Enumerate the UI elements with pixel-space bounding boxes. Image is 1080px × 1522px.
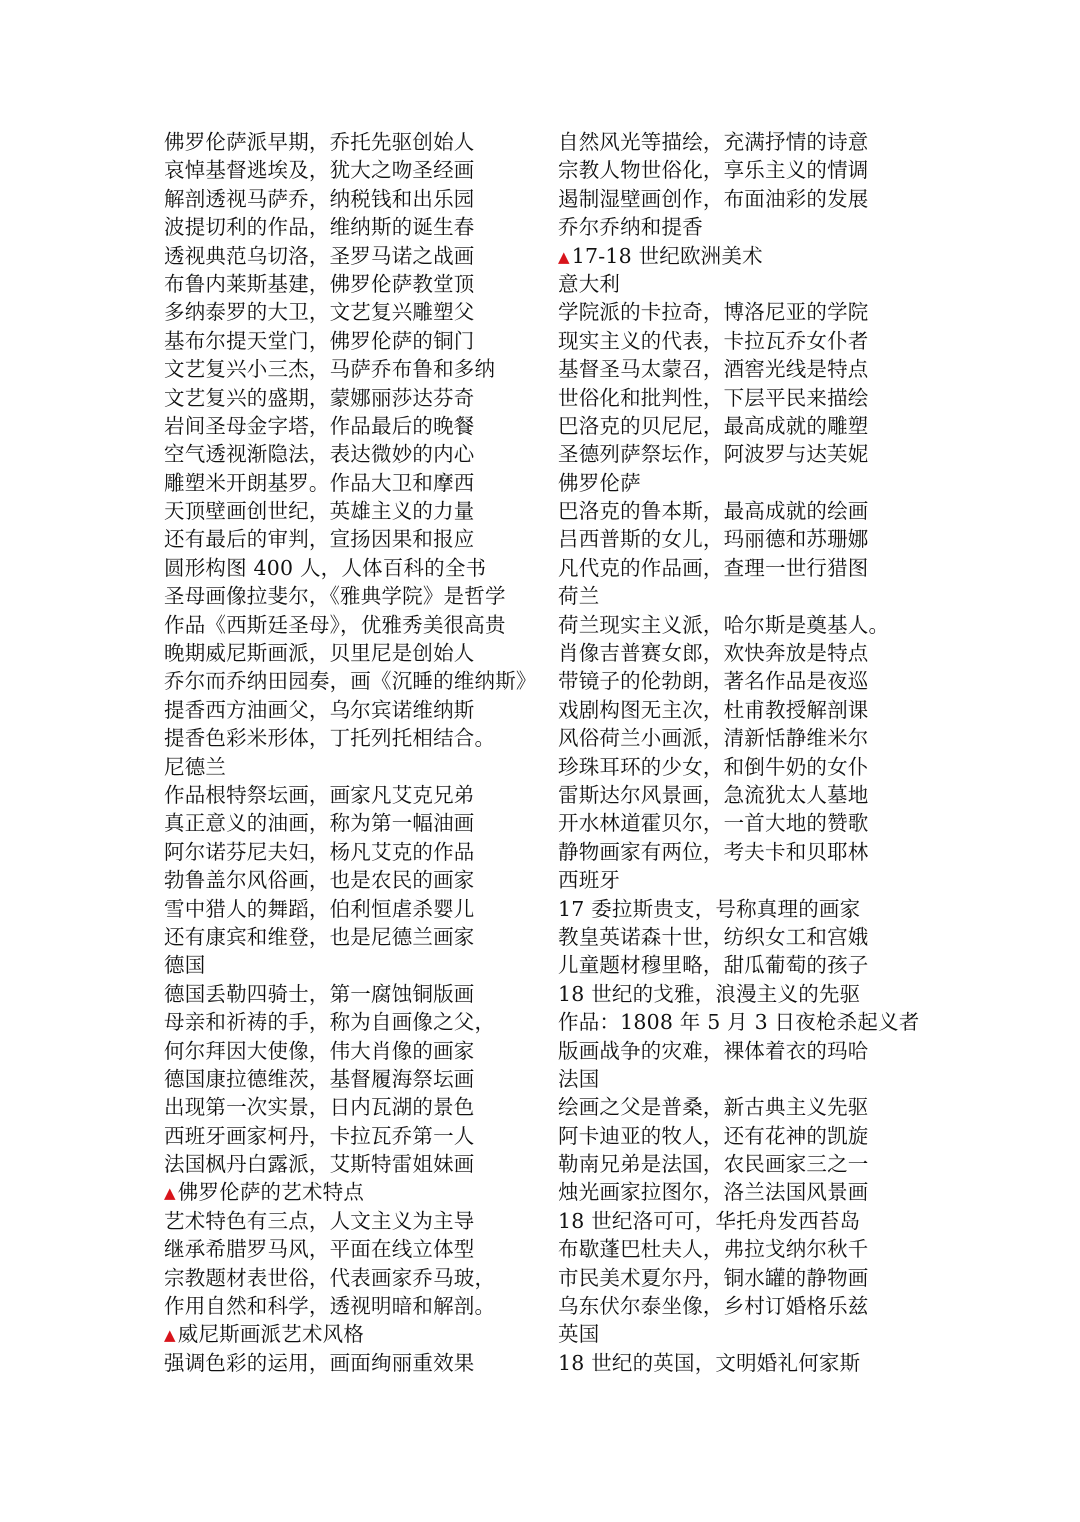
line-text: 作品《西斯廷圣母》，优雅秀美很高贵	[164, 612, 506, 637]
text-line	[558, 156, 918, 184]
text-line	[558, 525, 918, 553]
line-text: 威尼斯画派艺术风格	[177, 1322, 365, 1347]
section-heading	[558, 242, 918, 270]
line-text: 雪中猎人的舞蹈，伯利恒虐杀婴儿	[164, 896, 475, 921]
text-line	[558, 1235, 918, 1263]
line-text: 佛罗伦萨派早期，乔托先驱创始人	[164, 130, 475, 154]
line-text: 儿童题材穆里略，甜瓜葡萄的孩子	[558, 953, 869, 978]
text-line	[558, 980, 918, 1008]
line-text: 作品根特祭坛画，画家凡艾克兄弟	[164, 782, 475, 807]
line-text: 布歇蓬巴杜夫人，弗拉戈纳尔秋千	[558, 1237, 869, 1262]
text-line	[558, 753, 918, 781]
line-text: 还有最后的审判，宣扬因果和报应	[164, 527, 475, 552]
line-text: 佛罗伦萨的艺术特点	[177, 1180, 365, 1205]
text-line	[558, 497, 918, 525]
text-line	[558, 809, 918, 837]
text-line	[558, 270, 918, 298]
text-line	[558, 1178, 918, 1206]
text-line	[164, 724, 534, 752]
text-line	[558, 1349, 918, 1377]
line-text: 尼德兰	[164, 754, 227, 779]
line-text: 空气透视渐隐法，表达微妙的内心	[164, 442, 475, 467]
line-text: 乔尔乔纳和提香	[558, 215, 703, 240]
text-line	[164, 213, 534, 241]
line-text: 巴洛克的鲁本斯，最高成就的绘画	[558, 499, 869, 524]
line-text: 文艺复兴小三杰，马萨乔布鲁和多纳	[164, 357, 496, 382]
line-text: 岩间圣母金字塔，作品最后的晚餐	[164, 413, 475, 438]
line-text: 作品：1808 年 5 月 3 日夜枪杀起义者	[558, 1010, 920, 1035]
line-text: 静物画家有两位，考夫卡和贝耶林	[558, 839, 869, 864]
line-text: 圆形构图 400 人，人体百科的全书	[164, 555, 487, 580]
text-line	[164, 355, 534, 383]
text-line	[558, 128, 918, 156]
line-text: 多纳泰罗的大卫，文艺复兴雕塑父	[164, 300, 475, 325]
line-text: 西班牙画家柯丹，卡拉瓦乔第一人	[164, 1123, 475, 1148]
line-text: 雷斯达尔风景画，急流犹太人墓地	[558, 782, 869, 807]
line-text: 宗教人物世俗化，享乐主义的情调	[558, 158, 869, 183]
line-text: 还有康宾和维登，也是尼德兰画家	[164, 924, 475, 949]
text-line	[558, 384, 918, 412]
line-text: 佛罗伦萨	[558, 470, 641, 495]
line-text: 基督圣马太蒙召，酒窖光线是特点	[558, 357, 869, 382]
line-text: 凡代克的作品画，查理一世行猎图	[558, 555, 869, 580]
line-text: 荷兰	[558, 584, 600, 609]
line-text: 德国康拉德维茨，基督履海祭坛画	[164, 1066, 475, 1091]
section-heading	[164, 1320, 534, 1348]
line-text: 作用自然和科学，透视明暗和解剖。	[164, 1294, 496, 1319]
triangle-marker-icon: ▲	[164, 1184, 176, 1203]
text-line	[558, 1093, 918, 1121]
text-line	[558, 1320, 918, 1348]
left-column	[164, 128, 537, 1377]
text-line	[558, 696, 918, 724]
line-text: 18 世纪的英国，文明婚礼何家斯	[558, 1350, 861, 1375]
text-line	[164, 667, 537, 695]
text-line	[558, 781, 918, 809]
line-text: 带镜子的伦勃朗，著名作品是夜巡	[558, 669, 869, 694]
line-text: 圣德列萨祭坛作，阿波罗与达芙妮	[558, 442, 869, 467]
line-text: 乌东伏尔泰坐像，乡村订婚格乐兹	[558, 1294, 869, 1319]
text-line	[164, 1235, 534, 1263]
text-line	[164, 781, 534, 809]
text-line	[164, 696, 534, 724]
line-text: 绘画之父是普桑，新古典主义先驱	[558, 1095, 869, 1120]
text-line	[558, 1150, 918, 1178]
text-line	[164, 582, 534, 610]
line-text: 晚期威尼斯画派，贝里尼是创始人	[164, 641, 475, 666]
line-text: 勃鲁盖尔风俗画，也是农民的画家	[164, 868, 475, 893]
text-line	[164, 809, 534, 837]
line-text: 出现第一次实景，日内瓦湖的景色	[164, 1095, 475, 1120]
text-line	[558, 866, 918, 894]
line-text: 真正意义的油画，称为第一幅油画	[164, 811, 475, 836]
line-text: 乔尔而乔纳田园奏，画《沉睡的维纳斯》	[164, 669, 537, 694]
line-text: 版画战争的灾难，裸体着衣的玛哈	[558, 1038, 869, 1063]
text-line	[164, 1207, 534, 1235]
triangle-marker-icon: ▲	[164, 1326, 176, 1345]
text-line	[164, 497, 534, 525]
line-text: 17 委拉斯贵支，号称真理的画家	[558, 896, 861, 921]
text-line	[164, 270, 534, 298]
text-line	[558, 951, 918, 979]
text-line	[558, 1292, 918, 1320]
line-text: 宗教题材表世俗，代表画家乔马玻，	[164, 1265, 496, 1290]
text-line	[558, 355, 918, 383]
text-line	[164, 923, 534, 951]
line-text: 开水林道霍贝尔，一首大地的赞歌	[558, 811, 869, 836]
line-text: 文艺复兴的盛期，蒙娜丽莎达芬奇	[164, 385, 475, 410]
line-text: 德国丢勒四骑士，第一腐蚀铜版画	[164, 981, 475, 1006]
line-text: 意大利	[558, 271, 621, 296]
text-line	[164, 1008, 534, 1036]
line-text: 学院派的卡拉奇，博洛尼亚的学院	[558, 300, 869, 325]
text-line	[558, 440, 918, 468]
text-line	[164, 554, 534, 582]
line-text: 18 世纪洛可可，华托舟发西苔岛	[558, 1208, 861, 1233]
line-text: 荷兰现实主义派，哈尔斯是奠基人。	[558, 612, 890, 637]
line-text: 戏剧构图无主次，杜甫教授解剖课	[558, 697, 869, 722]
line-text: 何尔拜因大使像，伟大肖像的画家	[164, 1038, 475, 1063]
text-line	[164, 1349, 534, 1377]
line-text: 透视典范乌切洛，圣罗马诺之战画	[164, 243, 475, 268]
line-text: 阿卡迪亚的牧人，还有花神的凯旋	[558, 1123, 869, 1148]
text-line	[558, 1037, 918, 1065]
line-text: 哀悼基督逃埃及，犹大之吻圣经画	[164, 158, 475, 183]
line-text: 布鲁内莱斯基建，佛罗伦萨教堂顶	[164, 271, 475, 296]
text-line	[164, 440, 534, 468]
line-text: 提香西方油画父，乌尔宾诺维纳斯	[164, 697, 475, 722]
line-text: 提香色彩米形体，丁托列托相结合。	[164, 726, 496, 751]
text-line	[164, 639, 534, 667]
text-line	[164, 1037, 534, 1065]
right-column	[558, 128, 918, 1377]
triangle-marker-icon: ▲	[558, 247, 570, 266]
line-text: 遏制湿壁画创作，布面油彩的发展	[558, 186, 869, 211]
text-line	[164, 611, 534, 639]
text-line	[164, 866, 534, 894]
text-line	[164, 469, 534, 497]
text-line	[164, 185, 534, 213]
text-line	[558, 185, 918, 213]
text-line	[164, 412, 534, 440]
line-text: 艺术特色有三点，人文主义为主导	[164, 1208, 475, 1233]
line-text: 勒南兄弟是法国，农民画家三之一	[558, 1152, 869, 1177]
line-text: 教皇英诺森十世，纺织女工和宫娥	[558, 924, 869, 949]
text-line	[558, 1008, 918, 1036]
text-line	[164, 895, 534, 923]
text-line	[164, 1122, 534, 1150]
line-text: 自然风光等描绘，充满抒情的诗意	[558, 130, 869, 154]
text-line	[164, 298, 534, 326]
text-line	[164, 838, 534, 866]
text-line	[558, 838, 918, 866]
line-text: 阿尔诺芬尼夫妇，杨凡艾克的作品	[164, 839, 475, 864]
text-line	[164, 156, 534, 184]
text-line	[164, 242, 534, 270]
text-line	[558, 1065, 918, 1093]
text-line	[164, 128, 534, 156]
line-text: 法国	[558, 1066, 600, 1091]
line-text: 法国枫丹白露派，艾斯特雷姐妹画	[164, 1152, 475, 1177]
text-line	[558, 923, 918, 951]
line-text: 吕西普斯的女儿，玛丽德和苏珊娜	[558, 527, 869, 552]
text-line	[558, 412, 918, 440]
line-text: 西班牙	[558, 868, 621, 893]
text-line	[558, 1264, 918, 1292]
text-line	[164, 1292, 534, 1320]
text-line	[558, 639, 918, 667]
text-line	[558, 1207, 918, 1235]
text-line	[558, 611, 918, 639]
line-text: 基布尔提天堂门，佛罗伦萨的铜门	[164, 328, 475, 353]
line-text: 市民美术夏尔丹，铜水罐的静物画	[558, 1265, 869, 1290]
line-text: 继承希腊罗马风，平面在线立体型	[164, 1237, 475, 1262]
text-line	[558, 582, 918, 610]
text-line	[164, 1093, 534, 1121]
text-line	[164, 1065, 534, 1093]
line-text: 解剖透视马萨乔，纳税钱和出乐园	[164, 186, 475, 211]
text-line	[164, 980, 534, 1008]
line-text: 雕塑米开朗基罗。作品大卫和摩西	[164, 470, 475, 495]
text-line	[164, 1150, 534, 1178]
text-line	[164, 951, 534, 979]
line-text: 肖像吉普赛女郎，欢快奔放是特点	[558, 641, 869, 666]
text-line	[164, 327, 534, 355]
text-line	[164, 753, 534, 781]
line-text: 圣母画像拉斐尔，《雅典学院》是哲学	[164, 584, 506, 609]
line-text: 巴洛克的贝尼尼，最高成就的雕塑	[558, 413, 869, 438]
line-text: 英国	[558, 1322, 600, 1347]
line-text: 17-18 世纪欧洲美术	[571, 243, 763, 268]
section-heading	[164, 1178, 534, 1206]
text-line	[558, 298, 918, 326]
text-line	[558, 895, 918, 923]
line-text: 风俗荷兰小画派，清新恬静维米尔	[558, 726, 869, 751]
line-text: 天顶壁画创世纪，英雄主义的力量	[164, 499, 475, 524]
text-line	[558, 327, 918, 355]
text-line	[164, 1264, 534, 1292]
line-text: 18 世纪的戈雅，浪漫主义的先驱	[558, 981, 861, 1006]
line-text: 波提切利的作品，维纳斯的诞生春	[164, 215, 475, 240]
line-text: 强调色彩的运用，画面绚丽重效果	[164, 1350, 475, 1375]
line-text: 烛光画家拉图尔，洛兰法国风景画	[558, 1180, 869, 1205]
line-text: 珍珠耳环的少女，和倒牛奶的女仆	[558, 754, 869, 779]
line-text: 世俗化和批判性，下层平民来描绘	[558, 385, 869, 410]
text-line	[558, 667, 918, 695]
line-text: 现实主义的代表，卡拉瓦乔女仆者	[558, 328, 869, 353]
line-text: 德国	[164, 953, 206, 978]
text-line	[164, 525, 534, 553]
text-line	[558, 213, 918, 241]
text-line	[164, 384, 534, 412]
text-line	[558, 1122, 918, 1150]
text-line	[558, 554, 918, 582]
line-text: 母亲和祈祷的手，称为自画像之父，	[164, 1010, 496, 1035]
text-line	[558, 724, 918, 752]
text-line	[558, 469, 918, 497]
